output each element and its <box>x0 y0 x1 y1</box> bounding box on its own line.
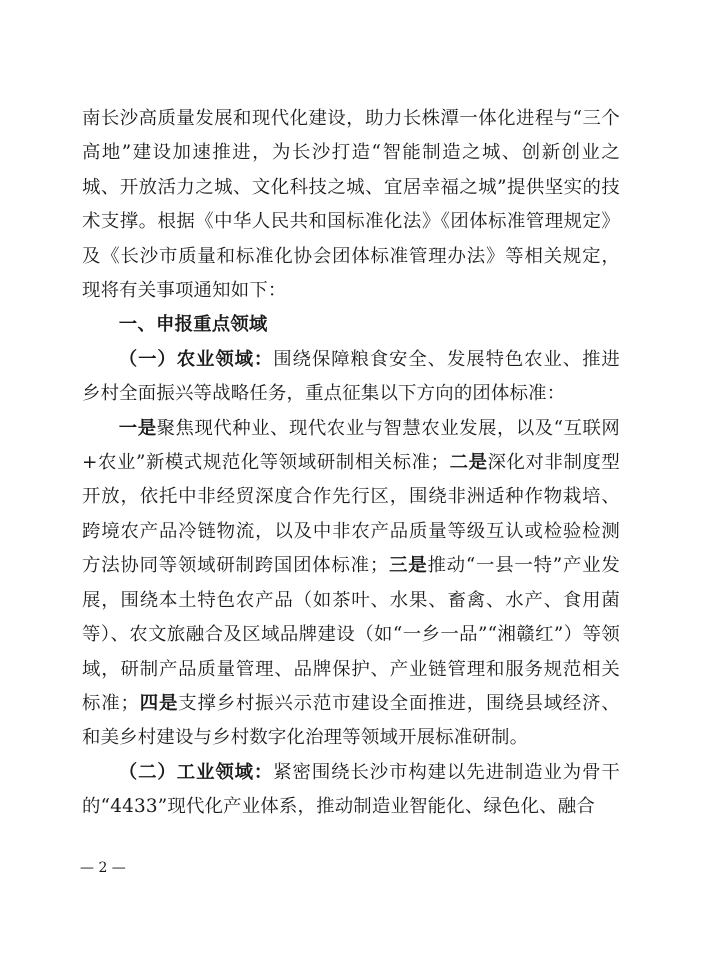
item-keyword-1: 一是 <box>118 417 157 439</box>
item-keyword-4: 四是 <box>139 692 179 714</box>
agriculture-items-paragraph <box>82 412 620 756</box>
body-text <box>82 102 620 825</box>
item-text-2: 深化对非制度型开放，依托中非经贸深度合作先行区，围绕非洲适种作物栽培、跨境农产品冷链物流，以及中非农产品质量等级互认或检验检测方法协同等领域研制跨国团体标准； <box>82 452 621 577</box>
section-heading: 一、申报重点领域 <box>118 314 268 336</box>
industry-label: （二）工业领域： <box>118 761 274 783</box>
agriculture-paragraph <box>82 343 620 412</box>
item-keyword-2: 二是 <box>449 452 488 474</box>
item-text-1: 聚焦现代种业、现代农业与智慧农业发展，以及“互联网+农业”新模式规范化等领域研制相关标准； <box>82 417 621 474</box>
item-text-4: 支撑乡村振兴示范市建设全面推进，围绕县域经济、和美乡村建设与乡村数字化治理等领域开展标准研制。 <box>82 692 620 749</box>
industry-paragraph <box>82 756 620 825</box>
page-number: — 2 — <box>80 860 126 876</box>
agriculture-label: （一）农业领域： <box>118 348 274 370</box>
item-keyword-3: 三是 <box>388 555 428 577</box>
item-text-3: 推动“一县一特”产业发展，围绕本土特色农产品（如茶叶、水果、畜禽、水产、食用菌等）、农文旅融合及区域品牌建设（如“一乡一品”“湘赣红”）等领域，研制产品质量管理、品牌保护、产业链管理和服务规范相关标准； <box>82 555 620 714</box>
intro-paragraph: 南长沙高质量发展和现代化建设，助力长株潭一体化进程与“三个高地”建设加速推进，为长沙打造“智能制造之城、创新创业之城、开放活力之城、文化科技之城、宜居幸福之城”提供坚实的技术支撑。根据《中华人民共和国标准化法》《团体标准管理规定》及《长沙市质量和标准化协会团体标准管理办法》等相关规定，现将有关事项通知如下： <box>82 108 620 302</box>
agriculture-text: 围绕保障粮食安全、发展特色农业、推进乡村全面振兴等战略任务，重点征集以下方向的团体标准： <box>82 348 620 405</box>
industry-text: 紧密围绕长沙市构建以先进制造业为骨干的“4433”现代化产业体系，推动制造业智能化、绿色化、融合 <box>82 761 620 818</box>
